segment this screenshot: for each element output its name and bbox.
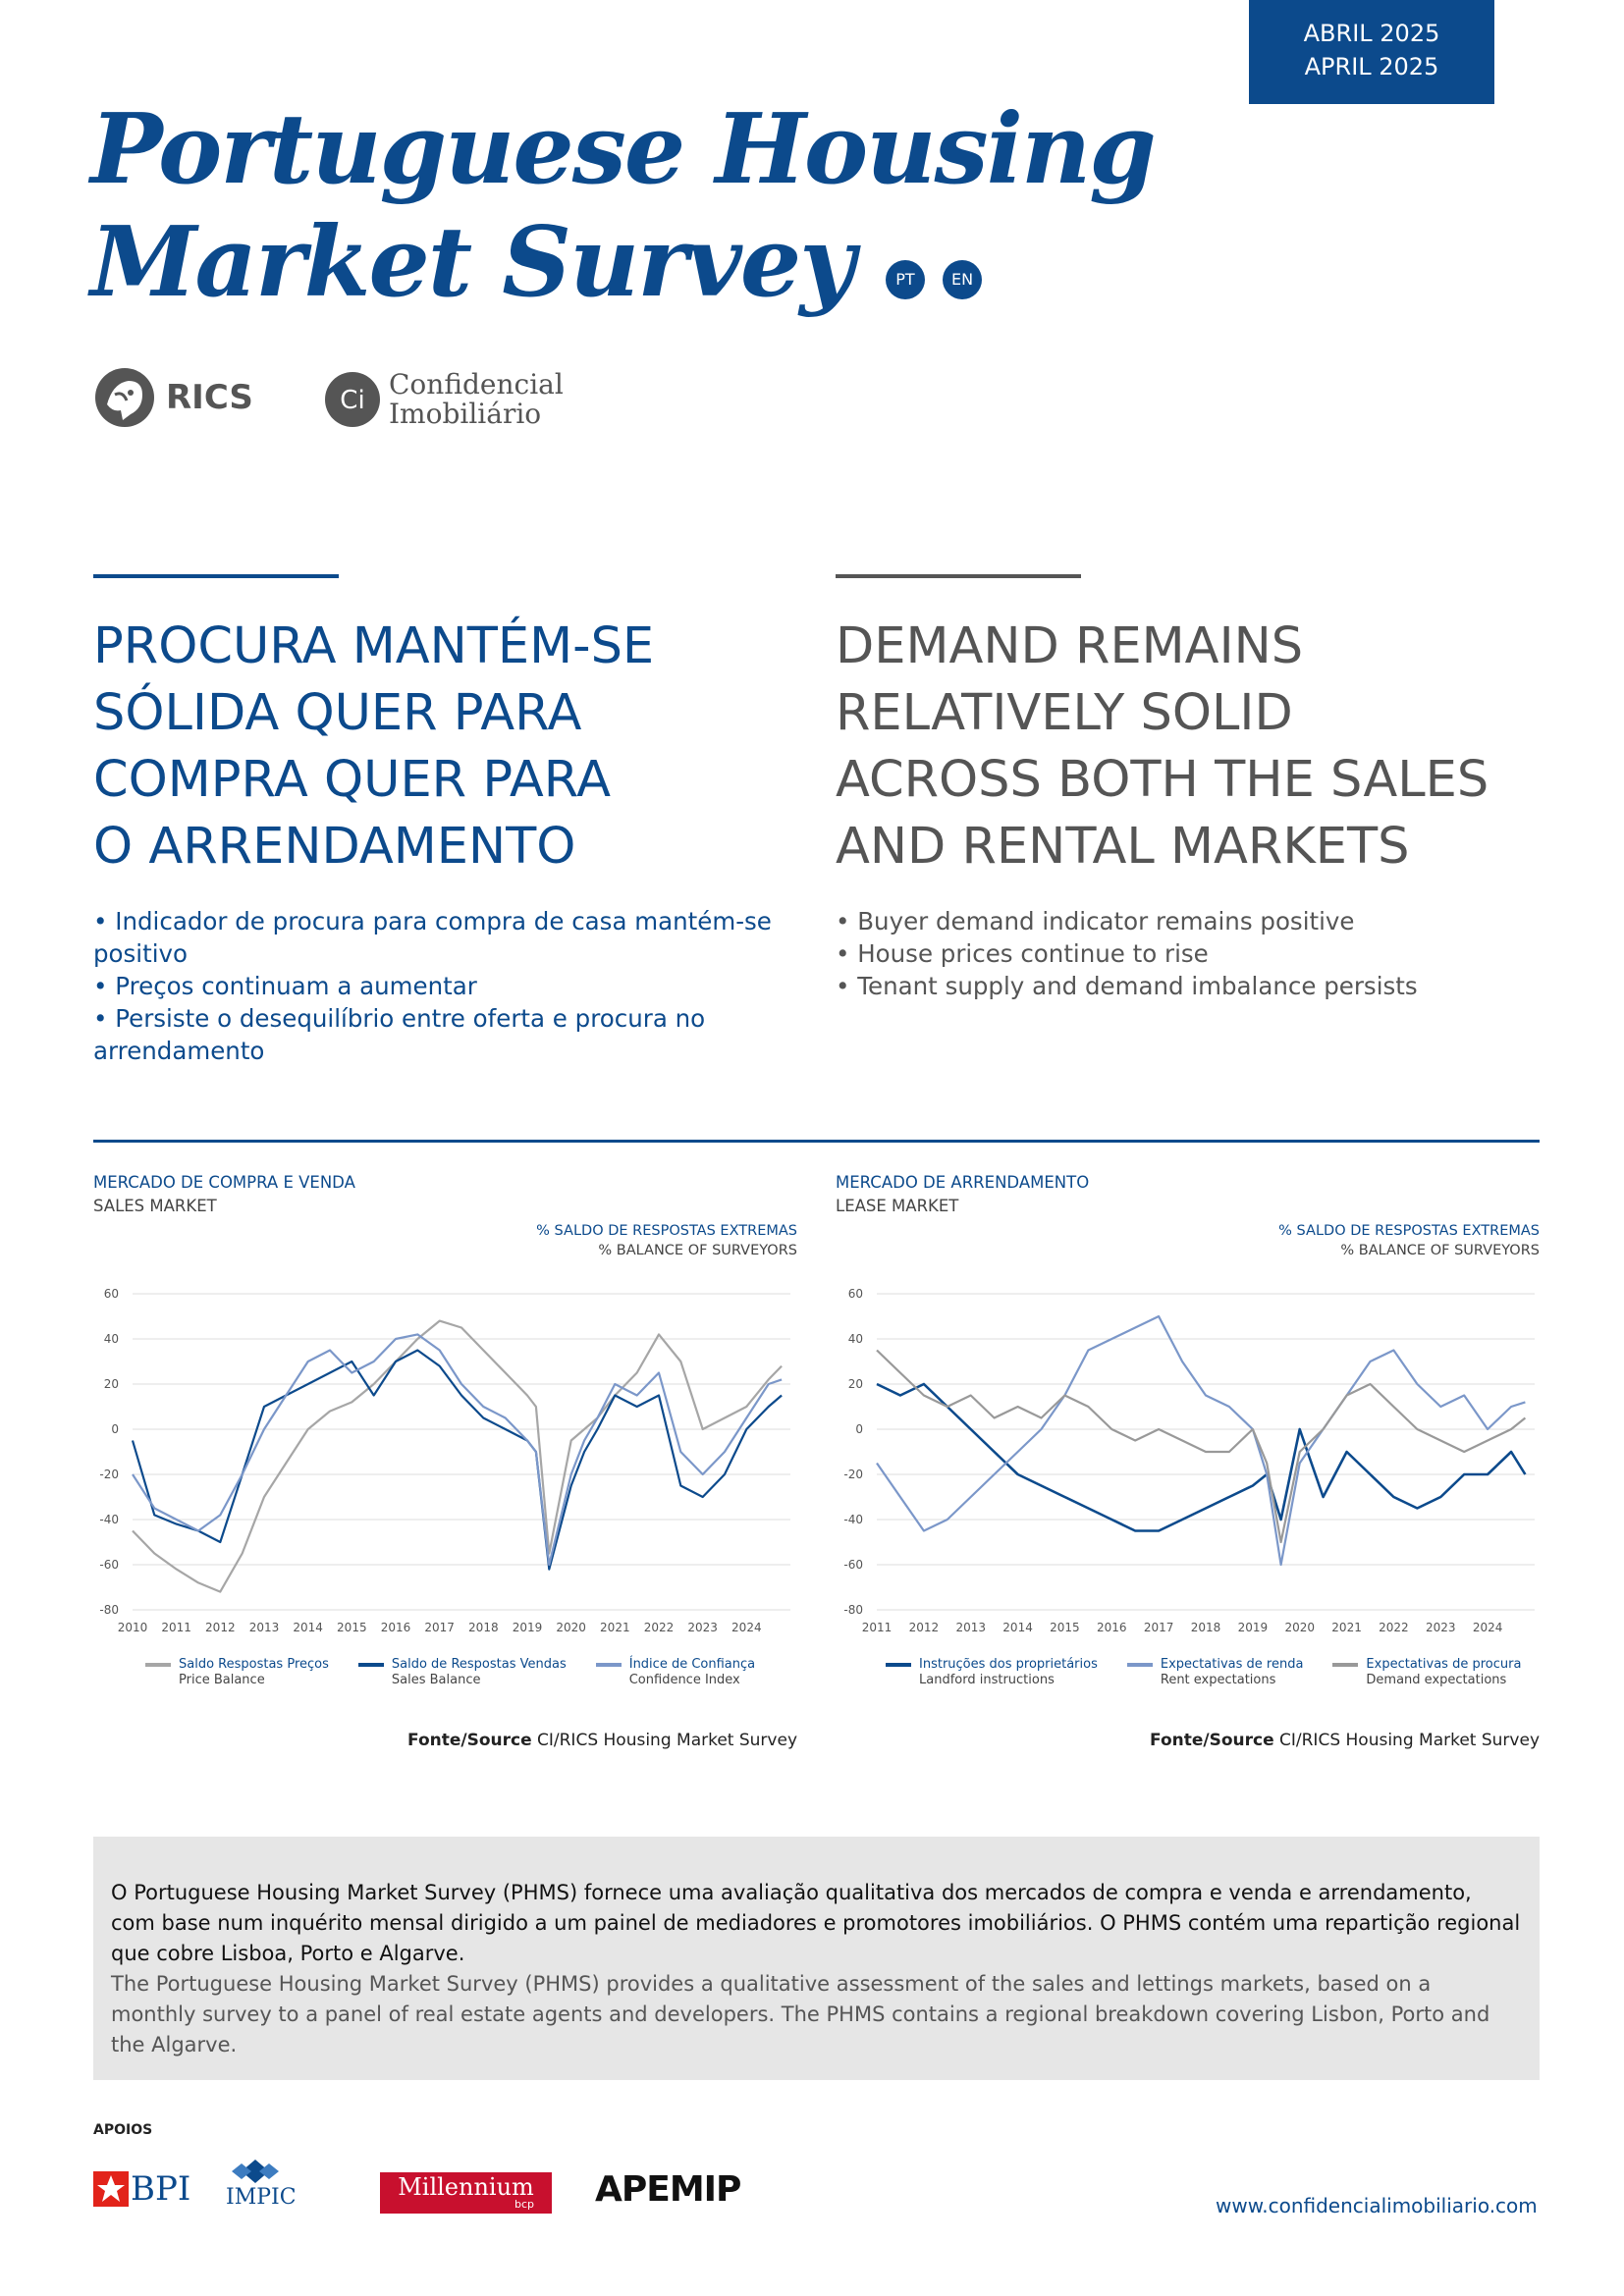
- y-tick-label: -80: [99, 1603, 119, 1617]
- pt-bullet: • Persiste o desequilíbrio entre oferta e procura no arrendamento: [93, 1004, 706, 1065]
- y-tick-label: 40: [103, 1332, 119, 1346]
- lang-en-button[interactable]: EN: [943, 260, 982, 299]
- rics-lion-icon: [93, 365, 156, 430]
- apemip-logo: [595, 2164, 740, 2214]
- bpi-wordmark: BPI: [131, 2169, 191, 2209]
- apemip-wordmark: APEMIP: [595, 2168, 741, 2210]
- title-line-2: Market Survey: [90, 206, 854, 319]
- apoios-label: APOIOS: [93, 2122, 153, 2138]
- source-label: Fonte/Source: [1150, 1731, 1274, 1750]
- ci-name-line-1: Confidencial: [389, 368, 564, 400]
- en-bullet: • House prices continue to rise: [836, 939, 1209, 968]
- legend-swatch: [1332, 1663, 1358, 1667]
- x-tick-label: 2019: [1237, 1621, 1269, 1634]
- lease-source: [1049, 1731, 1540, 1750]
- legend-swatch: [886, 1663, 911, 1667]
- y-tick-label: 20: [847, 1377, 863, 1391]
- lease-legend: [886, 1657, 1521, 1688]
- en-headline: [836, 614, 1543, 881]
- ci-name-line-2: Imobiliário: [389, 398, 542, 430]
- sales-legend-item: [358, 1657, 567, 1688]
- x-tick-label: 2016: [1097, 1621, 1127, 1634]
- y-tick-label: 20: [103, 1377, 119, 1391]
- x-tick-label: 2018: [468, 1621, 499, 1634]
- series-line: [877, 1351, 1525, 1543]
- millennium-sub: bcp: [514, 2198, 534, 2211]
- date-badge: [1249, 0, 1494, 104]
- website-link[interactable]: www.confidencialimobiliario.com: [1216, 2194, 1538, 2217]
- x-tick-label: 2011: [161, 1621, 191, 1634]
- info-text-pt: O Portuguese Housing Market Survey (PHMS) fornece uma avaliação qualitativa dos mercados de compra e venda e arrendamento, com base num inquérito mensal dirigido a um painel de mediadores e promotores imobiliários. O PHMS contém uma repartição regional que cobre Lisboa, Porto e Algarve.: [111, 1881, 1521, 1965]
- date-pt: ABRIL 2025: [1303, 20, 1440, 47]
- y-tick-label: -20: [99, 1468, 119, 1481]
- y-tick-label: -60: [99, 1558, 119, 1572]
- legend-label-en: Demand expectations: [1366, 1673, 1507, 1687]
- y-tick-label: -40: [843, 1513, 863, 1526]
- sales-legend-item: [596, 1657, 755, 1688]
- lang-pt-button[interactable]: PT: [886, 260, 925, 299]
- x-tick-label: 2021: [1331, 1621, 1362, 1634]
- source-text: CI/RICS Housing Market Survey: [531, 1731, 797, 1750]
- en-bullet: • Tenant supply and demand imbalance persists: [836, 972, 1418, 1000]
- en-bullets: [836, 905, 1543, 1002]
- pt-headline-line: SÓLIDA QUER PARA: [93, 684, 582, 742]
- pt-bullet: • Indicador de procura para compra de casa mantém-se positivo: [93, 907, 772, 968]
- x-tick-label: 2022: [1379, 1621, 1409, 1634]
- x-tick-label: 2011: [861, 1621, 893, 1634]
- y-tick-label: 40: [847, 1332, 863, 1346]
- rics-logo: [93, 363, 253, 432]
- legend-label-pt: Instruções dos proprietários: [919, 1657, 1098, 1672]
- sales-legend: [145, 1657, 755, 1688]
- x-tick-label: 2018: [1190, 1621, 1221, 1634]
- bpi-logo: [93, 2164, 190, 2214]
- x-tick-label: 2015: [337, 1621, 367, 1634]
- lease-chart-unit: [1245, 1221, 1540, 1260]
- x-tick-label: 2021: [600, 1621, 630, 1634]
- y-tick-label: -80: [843, 1603, 863, 1617]
- impic-wordmark: IMPIC: [226, 2185, 297, 2210]
- sales-legend-item: [145, 1657, 329, 1688]
- en-bullet: • Buyer demand indicator remains positive: [836, 907, 1355, 935]
- legend-swatch: [596, 1663, 622, 1667]
- x-tick-label: 2012: [205, 1621, 236, 1634]
- en-headline-line: AND RENTAL MARKETS: [836, 818, 1410, 876]
- x-tick-label: 2024: [1472, 1621, 1503, 1634]
- x-tick-label: 2016: [380, 1621, 411, 1634]
- x-tick-label: 2013: [955, 1621, 986, 1634]
- en-headline-line: ACROSS BOTH THE SALES: [836, 751, 1489, 809]
- pt-headline-line: O ARRENDAMENTO: [93, 818, 576, 876]
- pt-headline-line: PROCURA MANTÉM-SE: [93, 617, 655, 675]
- series-line: [877, 1316, 1525, 1565]
- lease-unit-pt: % SALDO DE RESPOSTAS EXTREMAS: [1278, 1223, 1540, 1239]
- lease-unit-en: % BALANCE OF SURVEYORS: [1340, 1243, 1540, 1258]
- legend-swatch: [358, 1663, 384, 1667]
- sales-chart: [79, 1276, 805, 1639]
- sales-chart-heading: [93, 1171, 355, 1218]
- millennium-wordmark: Millennium: [398, 2173, 534, 2201]
- section-divider: [93, 1140, 1540, 1143]
- lease-chart: [823, 1276, 1549, 1639]
- y-tick-label: 60: [847, 1287, 863, 1301]
- series-line: [877, 1384, 1525, 1531]
- lease-legend-item: [1332, 1657, 1521, 1688]
- x-tick-label: 2012: [908, 1621, 940, 1634]
- x-tick-label: 2023: [687, 1621, 718, 1634]
- x-tick-label: 2013: [248, 1621, 280, 1634]
- info-box: [93, 1837, 1540, 2080]
- sales-chart-title-en: SALES MARKET: [93, 1197, 217, 1215]
- bpi-star-icon: [93, 2171, 129, 2207]
- date-en: APRIL 2025: [1304, 53, 1439, 80]
- pt-bullets: [93, 905, 800, 1067]
- en-headline-line: RELATIVELY SOLID: [836, 684, 1293, 742]
- sales-unit-pt: % SALDO DE RESPOSTAS EXTREMAS: [536, 1223, 797, 1239]
- legend-label-en: Rent expectations: [1160, 1673, 1276, 1687]
- sales-chart-title-pt: MERCADO DE COMPRA E VENDA: [93, 1173, 355, 1192]
- legend-swatch: [145, 1663, 171, 1667]
- legend-label-en: Sales Balance: [391, 1673, 481, 1687]
- x-tick-label: 2020: [1284, 1621, 1315, 1634]
- en-headline-line: DEMAND REMAINS: [836, 617, 1304, 675]
- y-tick-label: 0: [111, 1422, 119, 1436]
- legend-label-en: Landford instructions: [919, 1673, 1055, 1687]
- x-tick-label: 2020: [556, 1621, 586, 1634]
- x-tick-label: 2015: [1050, 1621, 1080, 1634]
- legend-label-pt: Expectativas de procura: [1366, 1657, 1522, 1672]
- confidencial-imobiliario-logo: [324, 365, 564, 434]
- pt-bullet: • Preços continuam a aumentar: [93, 972, 477, 1000]
- x-tick-label: 2017: [1143, 1621, 1174, 1634]
- x-tick-label: 2017: [424, 1621, 455, 1634]
- legend-label-pt: Expectativas de renda: [1160, 1657, 1304, 1672]
- rics-wordmark: RICS: [166, 378, 253, 417]
- source-text: CI/RICS Housing Market Survey: [1273, 1731, 1540, 1750]
- impic-logo: [226, 2160, 297, 2218]
- pt-headline-line: COMPRA QUER PARA: [93, 751, 611, 809]
- sales-unit-en: % BALANCE OF SURVEYORS: [598, 1243, 797, 1258]
- legend-label-pt: Saldo Respostas Preços: [179, 1657, 329, 1672]
- ci-mark-text: Ci: [340, 386, 365, 415]
- lease-legend-item: [886, 1657, 1098, 1688]
- y-tick-label: -60: [843, 1558, 863, 1572]
- x-tick-label: 2019: [512, 1621, 543, 1634]
- x-tick-label: 2023: [1426, 1621, 1456, 1634]
- pt-headline: [93, 614, 800, 881]
- y-tick-label: -20: [843, 1468, 863, 1481]
- lease-chart-heading: [836, 1171, 1089, 1218]
- legend-label-pt: Índice de Confiança: [628, 1657, 756, 1672]
- lease-chart-title-en: LEASE MARKET: [836, 1197, 959, 1215]
- x-tick-label: 2010: [117, 1621, 148, 1634]
- en-divider: [836, 574, 1081, 578]
- page-title: [90, 93, 1155, 319]
- x-tick-label: 2014: [1002, 1621, 1033, 1634]
- legend-label-en: Confidence Index: [628, 1673, 740, 1687]
- x-tick-label: 2024: [731, 1621, 762, 1634]
- pt-divider: [93, 574, 339, 578]
- y-tick-label: 0: [855, 1422, 863, 1436]
- ci-mark-icon: [324, 371, 381, 428]
- title-line-1: Portuguese Housing: [90, 93, 1155, 206]
- x-tick-label: 2014: [293, 1621, 323, 1634]
- sales-chart-unit: [503, 1221, 797, 1260]
- millennium-logo: [380, 2172, 552, 2214]
- info-text-en: The Portuguese Housing Market Survey (PHMS) provides a qualitative assessment of the sales and lettings markets, based on a monthly survey to a panel of real estate agents and developers. The PHMS contains a regional breakdown covering Lisbon, Porto and the Algarve.: [111, 1972, 1490, 2056]
- y-tick-label: -40: [99, 1513, 119, 1526]
- impic-diamond-icon: [226, 2160, 285, 2185]
- y-tick-label: 60: [103, 1287, 119, 1301]
- lease-legend-item: [1127, 1657, 1304, 1688]
- legend-label-pt: Saldo de Respostas Vendas: [391, 1657, 567, 1672]
- lease-chart-title-pt: MERCADO DE ARRENDAMENTO: [836, 1173, 1090, 1192]
- source-label: Fonte/Source: [407, 1731, 532, 1750]
- sales-source: [306, 1731, 797, 1750]
- x-tick-label: 2022: [643, 1621, 675, 1634]
- legend-swatch: [1127, 1663, 1153, 1667]
- legend-label-en: Price Balance: [179, 1673, 265, 1687]
- series-line: [133, 1351, 782, 1570]
- series-line: [133, 1334, 782, 1565]
